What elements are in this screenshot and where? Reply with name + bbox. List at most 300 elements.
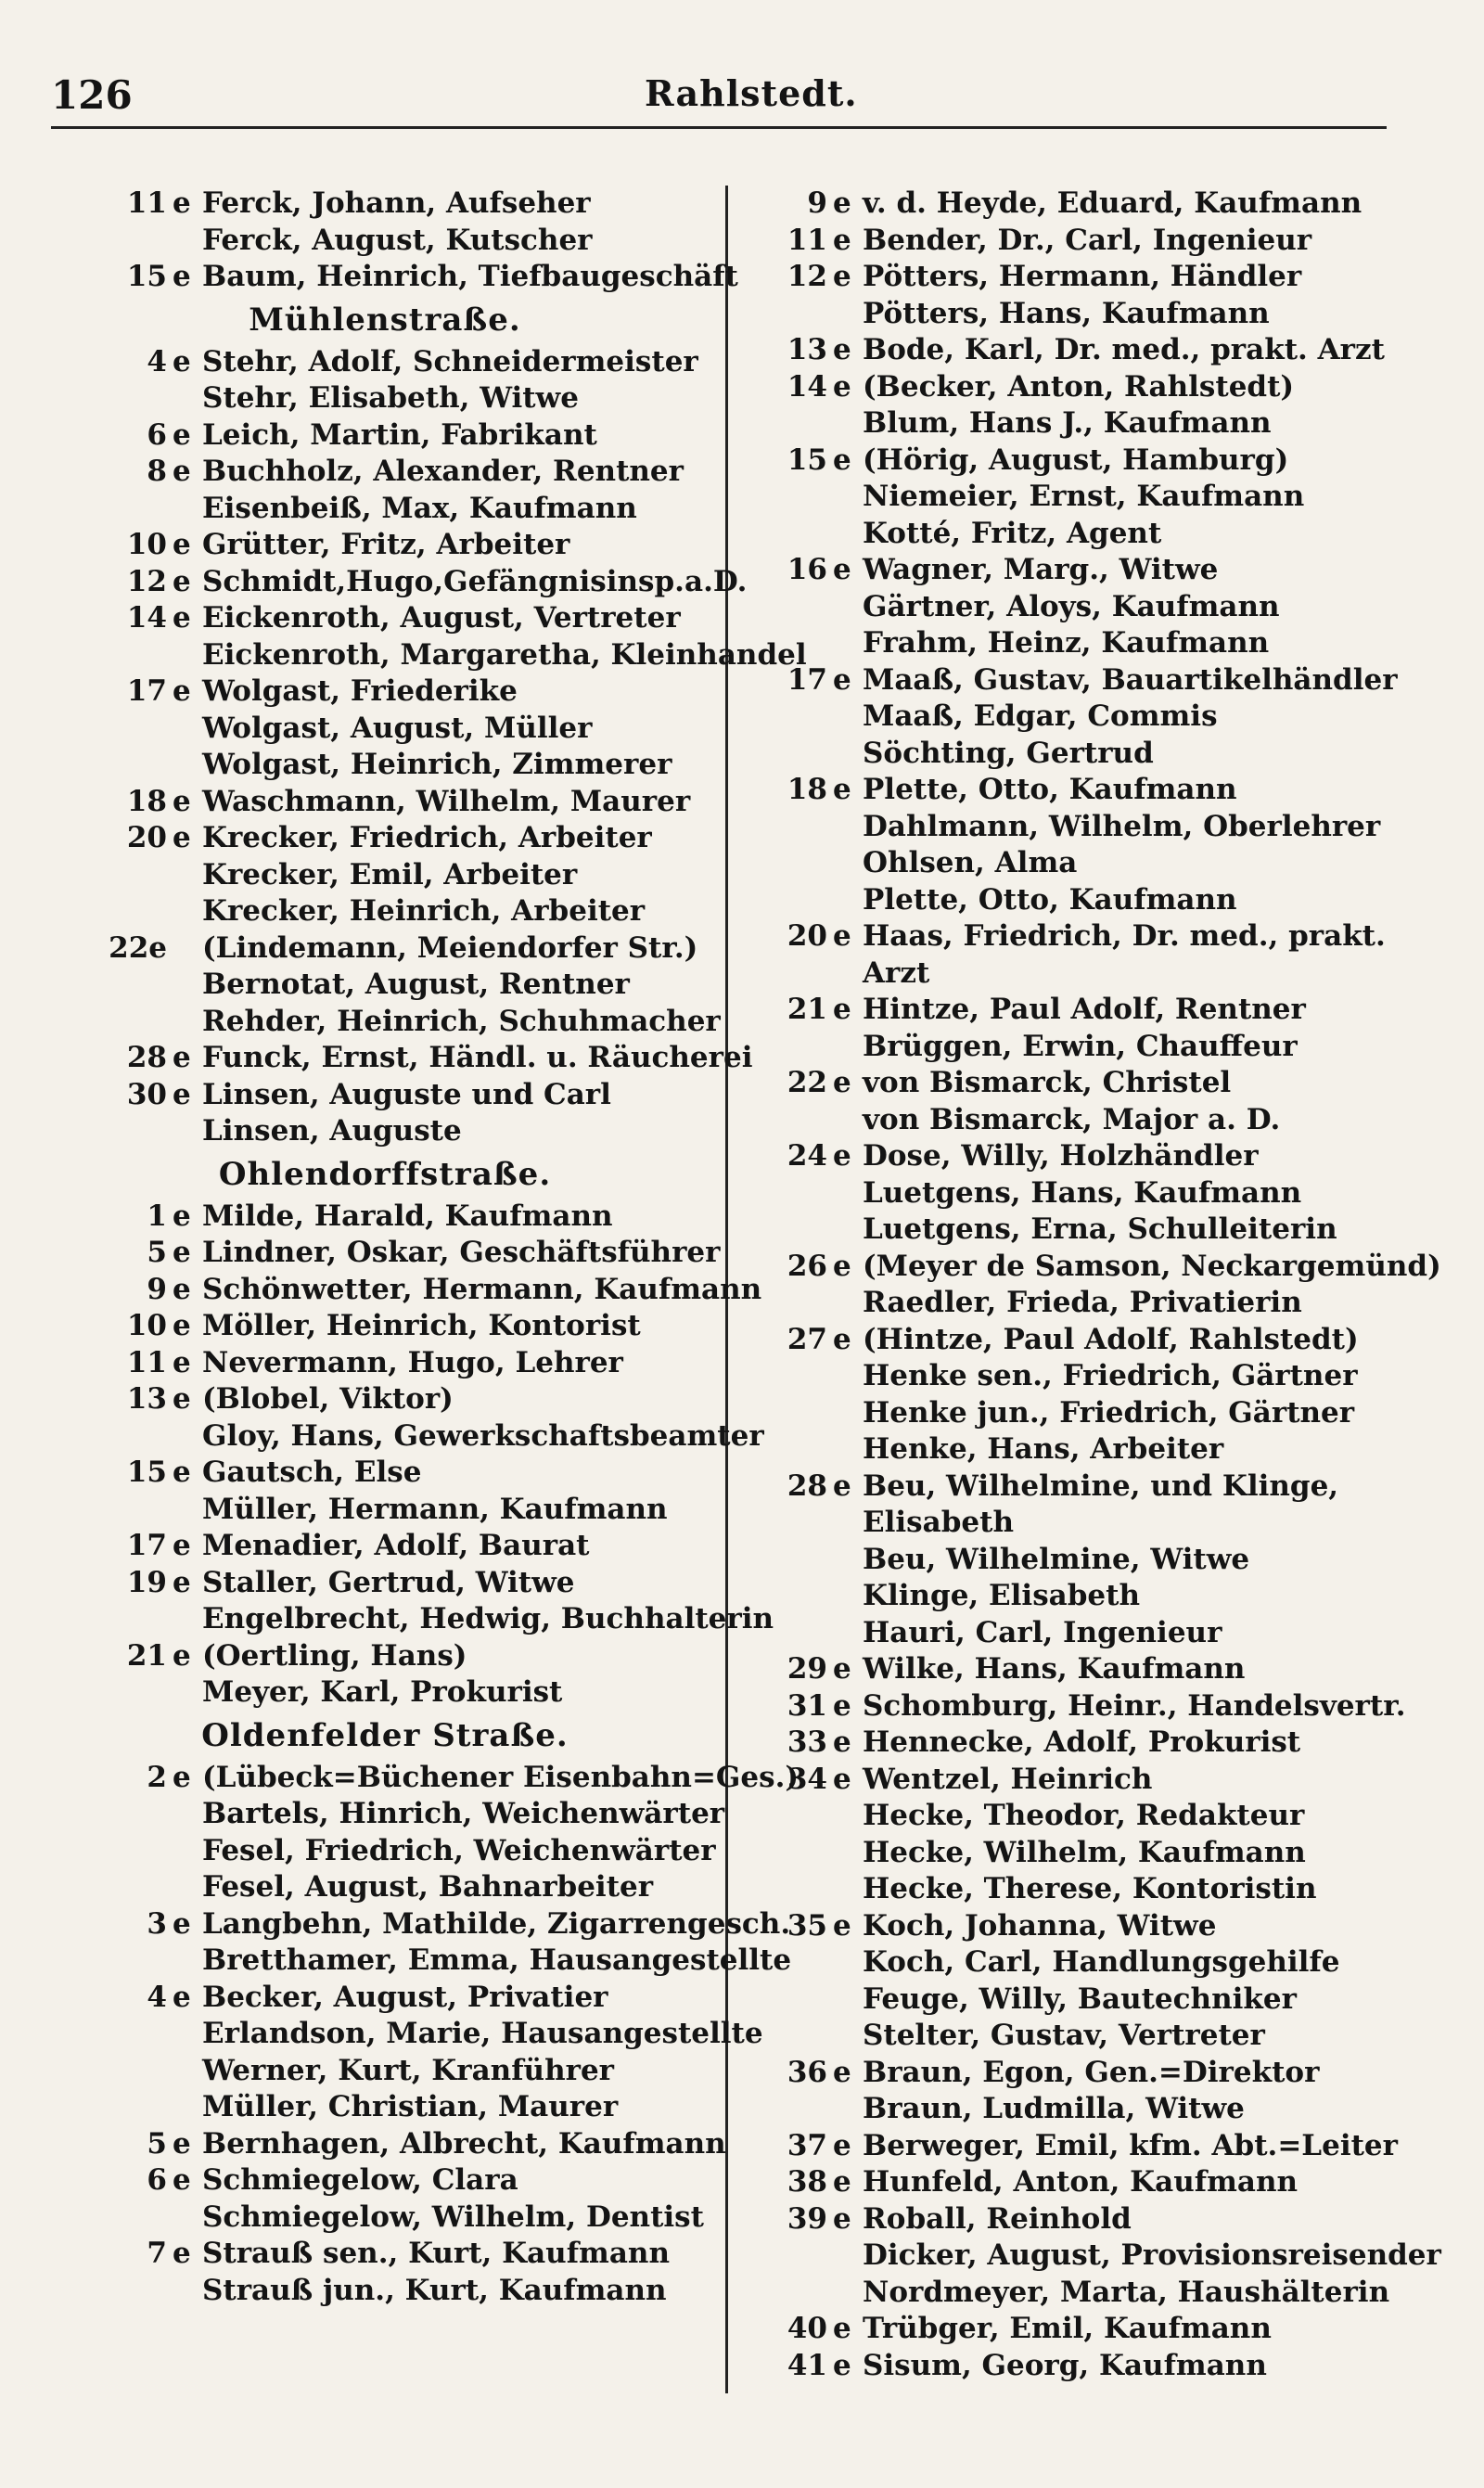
- resident-text: Roball, Reinhold: [863, 2201, 1132, 2236]
- directory-entry: [56, 967, 714, 1004]
- house-number: 7: [147, 2237, 167, 2270]
- directory-entry: [742, 552, 1428, 589]
- entry-marker: e: [833, 2165, 851, 2199]
- entry-marker: e: [173, 1236, 191, 1269]
- entry-marker: e: [833, 1762, 851, 1796]
- directory-entry: [742, 1615, 1428, 1652]
- directory-entry: [56, 380, 714, 417]
- entry-marker: e: [173, 674, 191, 708]
- directory-entry: [56, 1040, 753, 1077]
- resident-text: Frahm, Heinz, Kaufmann: [863, 626, 1270, 660]
- resident-text: Müller, Hermann, Kaufmann: [202, 1492, 668, 1526]
- entry-marker: e: [833, 1688, 851, 1723]
- directory-entry: [742, 405, 1428, 442]
- house-number: 21: [126, 1638, 167, 1673]
- resident-text: Fesel, Friedrich, Weichenwärter: [202, 1833, 716, 1867]
- entry-marker: e: [833, 2055, 851, 2089]
- resident-text: Langbehn, Mathilde, Zigarrengesch.: [202, 1906, 791, 1941]
- directory-entry: [56, 784, 714, 821]
- directory-entry: [742, 369, 1428, 406]
- resident-text: Linsen, Auguste: [202, 1114, 462, 1148]
- house-number: 6: [147, 417, 167, 452]
- house-number: 1: [147, 1199, 167, 1233]
- house-number: 24: [787, 1139, 827, 1173]
- house-number: 13: [787, 333, 827, 366]
- directory-entry: [56, 1869, 714, 1906]
- resident-text: Luetgens, Hans, Kaufmann: [863, 1175, 1302, 1210]
- resident-text: von Bismarck, Major a. D.: [863, 1102, 1281, 1136]
- directory-entry: [56, 1199, 714, 1236]
- house-number: 10: [126, 528, 167, 561]
- entry-marker: e: [833, 1249, 851, 1283]
- entry-marker: e: [173, 1382, 191, 1416]
- directory-entry: [742, 2238, 1441, 2275]
- resident-text: Funck, Ernst, Händl. u. Räucherei: [202, 1041, 753, 1074]
- resident-text: (Hintze, Paul Adolf, Rahlstedt): [863, 1322, 1359, 1356]
- directory-entry: [56, 186, 714, 223]
- resident-text: Schmidt,Hugo,Gefängnisinsp.a.D.: [202, 564, 748, 598]
- house-number: 11: [787, 223, 827, 257]
- house-number: 6: [147, 2163, 167, 2197]
- directory-entry: [56, 2016, 763, 2053]
- resident-text: Henke jun., Friedrich, Gärtner: [863, 1395, 1355, 1430]
- directory-entry: [742, 1285, 1428, 1322]
- resident-text: Grütter, Fritz, Arbeiter: [202, 528, 570, 561]
- directory-entry: [56, 1528, 714, 1565]
- entry-marker: e: [173, 1980, 191, 2014]
- directory-entry: [56, 1272, 762, 1309]
- resident-text: Feuge, Willy, Bautechniker: [863, 1981, 1297, 2016]
- resident-text: Maaß, Gustav, Bauartikelhändler: [863, 662, 1398, 697]
- resident-text: Dose, Willy, Holzhändler: [863, 1139, 1259, 1173]
- resident-text: Müller, Christian, Maurer: [202, 2090, 619, 2123]
- house-number: 2: [147, 1760, 167, 1794]
- resident-text: Maaß, Edgar, Commis: [863, 699, 1218, 733]
- house-number: 18: [787, 773, 827, 806]
- resident-text: Werner, Kurt, Kranführer: [202, 2053, 615, 2087]
- resident-text: Nordmeyer, Marta, Haushälterin: [863, 2275, 1390, 2309]
- resident-text: Lindner, Oskar, Geschäftsführer: [202, 1236, 721, 1269]
- house-number: 28: [126, 1041, 167, 1074]
- directory-entry: [742, 2055, 1428, 2092]
- resident-text: Schomburg, Heinr., Handelsvertr.: [863, 1688, 1406, 1723]
- directory-entry: [742, 1065, 1428, 1102]
- house-number: 41: [787, 2348, 827, 2382]
- directory-entry: [56, 1455, 714, 1492]
- resident-text: Plette, Otto, Kaufmann: [863, 882, 1237, 917]
- resident-text: Gärtner, Aloys, Kaufmann: [863, 589, 1280, 623]
- directory-entry: [56, 747, 714, 784]
- entry-marker: e: [833, 333, 851, 366]
- resident-text: Stehr, Adolf, Schneidermeister: [202, 344, 698, 378]
- resident-text: (Becker, Anton, Rahlstedt): [863, 369, 1295, 404]
- resident-text: Plette, Otto, Kaufmann: [863, 773, 1237, 806]
- resident-text: Bernhagen, Albrecht, Kaufmann: [202, 2126, 726, 2161]
- directory-entry: [742, 442, 1428, 480]
- resident-text: (Lindemann, Meiendorfer Str.): [202, 930, 698, 965]
- directory-entry: [742, 1212, 1428, 1249]
- directory-entry: [56, 1381, 714, 1418]
- entry-marker: e: [173, 1565, 191, 1599]
- directory-entry: [56, 857, 714, 894]
- house-number: 15: [126, 260, 167, 293]
- entry-marker: e: [833, 662, 851, 697]
- directory-entry: [742, 1981, 1428, 2019]
- entry-marker: e: [173, 344, 191, 378]
- street-heading: Mühlenstraße.: [249, 301, 521, 339]
- resident-text: Wentzel, Heinrich: [863, 1762, 1153, 1796]
- directory-entry: [56, 417, 714, 455]
- resident-text: Hintze, Paul Adolf, Rentner: [863, 993, 1306, 1026]
- right-column: [742, 186, 1441, 2384]
- directory-entry: [56, 2089, 714, 2126]
- directory-entry: [56, 1796, 725, 1833]
- directory-entry: [742, 2091, 1428, 2128]
- entry-marker: e: [173, 1077, 191, 1111]
- directory-entry: [56, 1077, 714, 1114]
- resident-text: Bretthamer, Emma, Hausangestellte: [202, 1943, 792, 1977]
- directory-entry: [742, 1908, 1428, 1945]
- directory-entry: [742, 992, 1428, 1029]
- directory-entry: [742, 1944, 1428, 1981]
- directory-entry: [56, 2199, 714, 2237]
- directory-entry: [742, 1395, 1428, 1432]
- entry-marker: e: [173, 1041, 191, 1074]
- directory-entry: [56, 1113, 714, 1150]
- resident-text: Trübger, Emil, Kaufmann: [863, 2312, 1272, 2345]
- house-number: 12: [126, 564, 167, 598]
- resident-text: Hennecke, Adolf, Prokurist: [863, 1725, 1301, 1759]
- resident-text: Leich, Martin, Fabrikant: [202, 417, 597, 452]
- directory-entry: [742, 918, 1428, 955]
- entry-marker: e: [833, 1908, 851, 1943]
- directory-entry: [56, 820, 714, 857]
- resident-text: (Oertling, Hans): [202, 1638, 467, 1673]
- entry-marker: e: [173, 1529, 191, 1562]
- directory-entry: [742, 2311, 1428, 2348]
- directory-entry: [742, 332, 1428, 369]
- resident-text: Koch, Johanna, Witwe: [863, 1908, 1217, 1943]
- house-number: 35: [787, 1908, 827, 1943]
- directory-entry: [742, 186, 1428, 223]
- house-number: 11: [126, 1345, 167, 1379]
- resident-text: Krecker, Emil, Arbeiter: [202, 857, 578, 891]
- directory-entry: [56, 259, 738, 296]
- entry-marker: e: [173, 528, 191, 561]
- resident-text: Hauri, Carl, Ingenieur: [863, 1615, 1222, 1649]
- directory-entry: [742, 699, 1428, 736]
- directory-entry: [56, 1565, 714, 1602]
- directory-entry: [742, 2348, 1428, 2385]
- directory-entry: [742, 882, 1428, 919]
- directory-entry: [56, 1235, 721, 1272]
- directory-entry: [56, 1638, 714, 1675]
- resident-text: Dahlmann, Wilhelm, Oberlehrer: [863, 809, 1381, 843]
- running-title: Rahlstedt.: [645, 72, 858, 114]
- entry-marker: e: [173, 1309, 191, 1342]
- resident-text: Eickenroth, August, Vertreter: [202, 601, 681, 635]
- resident-text: Henke sen., Friedrich, Gärtner: [863, 1359, 1358, 1392]
- resident-text: Wolgast, Friederike: [202, 674, 518, 708]
- house-number: 16: [787, 553, 827, 586]
- resident-text: Stelter, Gustav, Vertreter: [863, 2019, 1265, 2052]
- entry-marker: e: [833, 553, 851, 586]
- directory-entry: [742, 479, 1428, 516]
- directory-entry: [742, 1175, 1428, 1212]
- resident-text: Wilke, Hans, Kaufmann: [863, 1652, 1246, 1686]
- house-number: 17: [787, 662, 827, 697]
- directory-entry: [56, 1345, 714, 1382]
- house-number: 8: [147, 455, 167, 488]
- directory-entry: [56, 527, 714, 564]
- resident-text: Blum, Hans J., Kaufmann: [863, 406, 1272, 440]
- resident-text: Dicker, August, Provisionsreisender: [863, 2238, 1441, 2272]
- resident-text: Wagner, Marg., Witwe: [863, 553, 1219, 586]
- directory-entry: [742, 2164, 1428, 2201]
- resident-text: (Blobel, Viktor): [202, 1382, 454, 1416]
- entry-marker: e: [833, 1725, 851, 1759]
- directory-entry: [742, 259, 1428, 296]
- resident-text: Meyer, Karl, Prokurist: [202, 1675, 563, 1709]
- house-number: 4: [147, 344, 167, 378]
- directory-entry: [56, 1833, 714, 1870]
- directory-entry: [742, 1358, 1428, 1395]
- directory-entry: [56, 1492, 714, 1529]
- entry-marker: e: [833, 2312, 851, 2345]
- entry-marker: e: [833, 1139, 851, 1173]
- house-number: 12: [787, 260, 827, 293]
- resident-text: Linsen, Auguste und Carl: [202, 1077, 611, 1111]
- entry-marker: e: [833, 442, 851, 477]
- entry-marker: e: [833, 223, 851, 257]
- house-number: 38: [787, 2165, 827, 2199]
- directory-entry: [742, 1029, 1428, 1066]
- house-number: 26: [787, 1249, 827, 1283]
- entry-marker: e: [833, 1066, 851, 1099]
- page-number: 126: [51, 72, 133, 118]
- directory-entry: [742, 845, 1428, 882]
- directory-entry: [742, 1871, 1428, 1908]
- resident-text: Buchholz, Alexander, Rentner: [202, 455, 684, 488]
- resident-text: Menadier, Adolf, Baurat: [202, 1529, 590, 1562]
- street-heading: Ohlendorffstraße.: [218, 1155, 552, 1193]
- house-number: 40: [787, 2312, 827, 2345]
- house-number: 22e: [109, 930, 167, 965]
- entry-marker: e: [833, 2348, 851, 2382]
- house-number: 17: [126, 674, 167, 708]
- resident-text: Waschmann, Wilhelm, Maurer: [202, 784, 691, 818]
- house-number: 3: [147, 1906, 167, 1941]
- house-number: 27: [787, 1322, 827, 1356]
- house-number: 34: [787, 1762, 827, 1796]
- resident-text: Becker, August, Privatier: [202, 1980, 608, 2014]
- house-number: 30: [126, 1077, 167, 1111]
- house-number: 10: [126, 1309, 167, 1342]
- directory-entry: [56, 930, 714, 968]
- resident-text: Niemeier, Ernst, Kaufmann: [863, 480, 1305, 513]
- directory-entry: [56, 1906, 791, 1943]
- resident-text: Haas, Friedrich, Dr. med., prakt.: [863, 919, 1386, 953]
- house-number: 5: [147, 1236, 167, 1269]
- directory-entry: [56, 893, 714, 930]
- resident-text: Staller, Gertrud, Witwe: [202, 1565, 575, 1599]
- resident-text: Klinge, Elisabeth: [863, 1579, 1140, 1612]
- entry-marker: e: [833, 919, 851, 953]
- directory-entry: [56, 2126, 726, 2163]
- resident-text: Beu, Wilhelmine, und Klinge,: [863, 1468, 1339, 1503]
- resident-text: Schmiegelow, Clara: [202, 2163, 518, 2197]
- entry-marker: e: [173, 455, 191, 488]
- resident-text: Möller, Heinrich, Kontorist: [202, 1309, 641, 1342]
- directory-entry: [742, 1725, 1428, 1762]
- house-number: 19: [126, 1565, 167, 1599]
- resident-text: Hecke, Wilhelm, Kaufmann: [863, 1835, 1306, 1869]
- resident-text: Stehr, Elisabeth, Witwe: [202, 381, 579, 415]
- resident-text: Bartels, Hinrich, Weichenwärter: [202, 1797, 725, 1830]
- resident-text: Fesel, August, Bahnarbeiter: [202, 1870, 654, 1904]
- resident-text: Strauß sen., Kurt, Kaufmann: [202, 2237, 671, 2270]
- directory-entry: [742, 1651, 1428, 1688]
- house-number: 15: [126, 1456, 167, 1489]
- entry-marker: e: [833, 2201, 851, 2236]
- house-number: 9: [147, 1272, 167, 1306]
- entry-marker: e: [833, 993, 851, 1026]
- entry-marker: e: [173, 260, 191, 293]
- directory-entry: [56, 1943, 792, 1980]
- resident-text: Pötters, Hans, Kaufmann: [863, 296, 1270, 330]
- entry-marker: e: [173, 564, 191, 598]
- resident-text: Braun, Egon, Gen.=Direktor: [863, 2055, 1320, 2089]
- directory-entry: [56, 564, 748, 601]
- directory-entry: [56, 1674, 714, 1712]
- house-number: 13: [126, 1382, 167, 1416]
- resident-text: Krecker, Friedrich, Arbeiter: [202, 821, 652, 854]
- resident-text: Pötters, Hermann, Händler: [863, 260, 1302, 293]
- house-number: 17: [126, 1529, 167, 1562]
- resident-text: Elisabeth: [863, 1506, 1014, 1539]
- directory-entry: [56, 2273, 714, 2310]
- resident-text: Schmiegelow, Wilhelm, Dentist: [202, 2199, 704, 2234]
- resident-text: Braun, Ludmilla, Witwe: [863, 2092, 1245, 2125]
- directory-entry: [56, 1308, 714, 1345]
- directory-entry: [742, 2275, 1428, 2312]
- resident-text: (Hörig, August, Hamburg): [863, 442, 1289, 477]
- resident-text: Beu, Wilhelmine, Witwe: [863, 1542, 1250, 1576]
- directory-entry: [742, 1505, 1428, 1542]
- directory-entry: [742, 1578, 1428, 1615]
- house-number: 36: [787, 2055, 827, 2089]
- resident-text: Kotté, Fritz, Agent: [863, 516, 1162, 550]
- directory-entry: [56, 1980, 714, 2017]
- directory-entry: [742, 1138, 1428, 1175]
- directory-entry: [56, 491, 714, 528]
- directory-entry: [56, 1004, 721, 1041]
- resident-text: (Lübeck=Büchener Eisenbahn=Ges.): [202, 1760, 800, 1794]
- directory-entry: [56, 1601, 774, 1638]
- resident-text: Wolgast, August, Müller: [202, 711, 593, 745]
- entry-marker: e: [833, 186, 851, 220]
- resident-text: (Meyer de Samson, Neckargemünd): [863, 1249, 1441, 1283]
- directory-entry: [56, 600, 714, 637]
- header-rule: [51, 126, 1387, 129]
- resident-text: Gautsch, Else: [202, 1456, 422, 1489]
- directory-entry: [742, 625, 1428, 662]
- resident-text: Erlandson, Marie, Hausangestellte: [202, 2017, 763, 2050]
- directory-entry: [56, 1760, 800, 1797]
- resident-text: Schönwetter, Hermann, Kaufmann: [202, 1272, 762, 1306]
- resident-text: Hunfeld, Anton, Kaufmann: [863, 2165, 1298, 2199]
- entry-marker: e: [833, 1468, 851, 1503]
- house-number: 5: [147, 2126, 167, 2161]
- directory-entry: [742, 736, 1428, 773]
- resident-text: Sisum, Georg, Kaufmann: [863, 2348, 1267, 2382]
- resident-text: Baum, Heinrich, Tiefbaugeschäft: [202, 260, 738, 293]
- directory-entry: [56, 637, 807, 674]
- resident-text: Koch, Carl, Handlungsgehilfe: [863, 1945, 1340, 1979]
- house-number: 14: [787, 369, 827, 404]
- directory-entry: [56, 711, 714, 748]
- resident-text: Gloy, Hans, Gewerkschaftsbeamter: [202, 1418, 764, 1453]
- entry-marker: e: [833, 2128, 851, 2162]
- house-number: 11: [126, 186, 167, 220]
- entry-marker: e: [833, 260, 851, 293]
- directory-entry: [742, 1835, 1428, 1872]
- directory-entry: [742, 809, 1428, 846]
- directory-entry: [742, 1468, 1428, 1506]
- resident-text: Engelbrecht, Hedwig, Buchhalterin: [202, 1602, 774, 1635]
- house-number: 33: [787, 1725, 827, 1759]
- resident-text: Strauß jun., Kurt, Kaufmann: [202, 2273, 667, 2307]
- directory-entry: [56, 673, 714, 711]
- resident-text: Henke, Hans, Arbeiter: [863, 1432, 1224, 1466]
- directory-entry: [56, 454, 714, 491]
- house-number: 20: [126, 821, 167, 854]
- directory-entry: [742, 662, 1428, 699]
- resident-text: Eisenbeiß, Max, Kaufmann: [202, 491, 637, 525]
- entry-marker: e: [833, 1322, 851, 1356]
- house-number: 39: [787, 2201, 827, 2236]
- directory-entry: [742, 1431, 1428, 1468]
- resident-text: Luetgens, Erna, Schulleiterin: [863, 1212, 1337, 1246]
- house-number: 21: [787, 993, 827, 1026]
- house-number: 31: [787, 1688, 827, 1723]
- entry-marker: e: [173, 1199, 191, 1233]
- resident-text: Ferck, Johann, Aufseher: [202, 186, 591, 220]
- house-number: 29: [787, 1652, 827, 1686]
- resident-text: Ohlsen, Alma: [863, 846, 1078, 879]
- entry-marker: e: [173, 417, 191, 452]
- resident-text: Raedler, Frieda, Privatierin: [863, 1286, 1302, 1319]
- directory-entry: [742, 1798, 1428, 1835]
- house-number: 37: [787, 2128, 827, 2162]
- resident-text: Bernotat, August, Rentner: [202, 968, 630, 1001]
- directory-entry: [742, 2018, 1428, 2055]
- resident-text: Hecke, Therese, Kontoristin: [863, 1872, 1317, 1905]
- directory-entry: [742, 1542, 1428, 1579]
- house-number: 9: [807, 186, 827, 220]
- resident-text: Arzt: [863, 955, 930, 990]
- directory-entry: [742, 1249, 1441, 1286]
- directory-entry: [56, 2053, 714, 2090]
- entry-marker: e: [173, 1760, 191, 1794]
- entry-marker: e: [173, 186, 191, 220]
- resident-text: v. d. Heyde, Eduard, Kaufmann: [863, 186, 1362, 220]
- directory-entry: [742, 589, 1428, 626]
- resident-text: von Bismarck, Christel: [863, 1066, 1232, 1099]
- street-heading: Oldenfelder Straße.: [201, 1716, 569, 1754]
- directory-entry: [742, 2201, 1428, 2238]
- directory-entry: [56, 2236, 714, 2273]
